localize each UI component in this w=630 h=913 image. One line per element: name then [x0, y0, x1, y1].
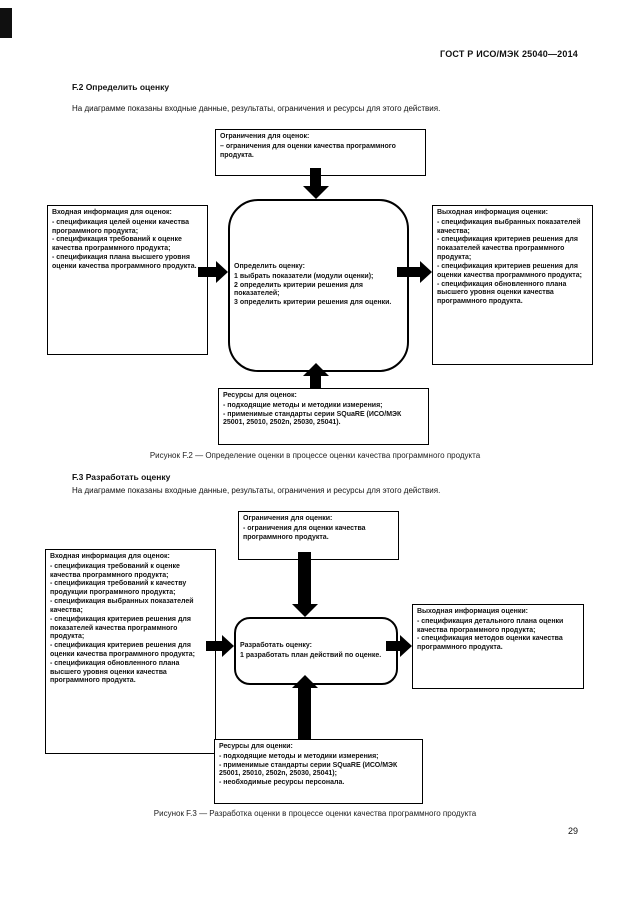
section-f3-intro: На диаграмме показаны входные данные, результаты, ограничения и ресурсы для этого действия. [72, 486, 441, 495]
box-items: - спецификация выбранных показателей качества; - спецификация критериев решения для показателей качества программного продукта; - спецификация критериев решения для оценки качества программного продукта; - спецификация обновленного плана высшего уровня оценки качества программного продукта. [437, 218, 582, 306]
resources-arrow [290, 675, 319, 739]
arrow-head-down-icon [303, 186, 329, 199]
arrow-head-up-icon [303, 363, 329, 376]
activity-box [228, 199, 409, 372]
outputs-arrow [386, 635, 412, 657]
arrow-head-right-icon [222, 635, 234, 657]
arrow-shaft [298, 688, 311, 739]
inputs-arrow [206, 635, 234, 657]
arrow-shaft [310, 376, 321, 388]
resources-box [218, 388, 429, 445]
box-title: Определить оценку: [234, 262, 305, 270]
box-title: Разработать оценку: [240, 641, 312, 649]
arrow-head-right-icon [420, 261, 432, 283]
section-f2-intro: На диаграмме показаны входные данные, результаты, ограничения и ресурсы для этого действия. [72, 104, 441, 113]
arrow-shaft [206, 641, 222, 651]
box-items: - подходящие методы и методики измерения; - применимые стандарты серии SQuaRE (ИСО/МЭК 25001, 25010, 2502n, 25030, 25041); - необходимые ресурсы персонала. [219, 752, 398, 787]
box-title: Входная информация для оценок: [52, 209, 172, 216]
box-title: Ресурсы для оценок: [223, 392, 297, 399]
figure-f3-caption: Рисунок F.3 — Разработка оценки в процессе оценки качества программного продукта [153, 809, 477, 818]
box-items: - ограничения для оценки качества программного продукта. [243, 524, 366, 541]
box-title: Входная информация для оценок: [50, 553, 170, 560]
constraints-arrow [302, 168, 329, 199]
resources-box [214, 739, 423, 804]
arrow-head-right-icon [216, 261, 228, 283]
arrow-shaft [298, 552, 311, 604]
box-items: 1 выбрать показатели (модули оценки); 2 определить критерии решения для показателей; 3 определить критерии решения для оценки. [234, 272, 392, 307]
box-title: Ограничения для оценок: [220, 133, 310, 140]
figure-f2-caption: Рисунок F.2 — Определение оценки в процессе оценки качества программного продукта [149, 451, 481, 460]
box-title: Выходная информация оценки: [417, 608, 529, 615]
box-items: - подходящие методы и методики измерения; - применимые стандарты серии SQuaRE (ИСО/МЭК 25001, 25010, 2502n, 25030, 25041). [223, 401, 402, 427]
outputs-box [412, 604, 584, 689]
inputs-box [47, 205, 208, 355]
outputs-arrow [397, 261, 432, 283]
inputs-arrow [198, 261, 228, 283]
box-items: 1 разработать план действий по оценке. [240, 651, 382, 659]
arrow-shaft [397, 267, 420, 277]
resources-arrow [302, 363, 329, 388]
arrow-shaft [310, 168, 321, 186]
arrow-shaft [386, 641, 400, 651]
box-items: – ограничения для оценки качества программного продукта. [220, 142, 396, 159]
outputs-box [432, 205, 593, 365]
section-f3-heading: F.3 Разработать оценку [72, 472, 171, 482]
arrow-head-up-icon [292, 675, 318, 688]
page-number: 29 [567, 826, 578, 836]
box-title: Ограничения для оценки: [243, 515, 333, 522]
box-items: - спецификация целей оценки качества программного продукта; - спецификация требований к оценке качества программного продукта; - спецификация плана высшего уровня оценки качества программного продукта. [52, 218, 197, 270]
arrow-head-down-icon [292, 604, 318, 617]
inputs-box [45, 549, 216, 754]
arrow-shaft [198, 267, 216, 277]
box-items: - спецификация детального плана оценки качества программного продукта; - спецификация методов оценки качества программного продукта. [417, 617, 564, 652]
scan-artifact [0, 8, 12, 38]
section-f2-heading: F.2 Определить оценку [72, 82, 170, 92]
box-title: Ресурсы для оценки: [219, 743, 293, 750]
arrow-head-right-icon [400, 635, 412, 657]
constraints-arrow [290, 552, 319, 617]
doc-header: ГОСТ Р ИСО/МЭК 25040—2014 [440, 49, 578, 59]
box-items: - спецификация требований к оценке качества программного продукта; - спецификация требований к качеству продукции программного продукта; - спецификация выбранных показателей качества; - спецификация критериев решения для показателей качества программного продукта; - спецификация критериев решения для оценки качества программного продукта; - спецификация обновленного плана высшего уровня оценки качества программного продукта. [50, 562, 195, 685]
box-title: Выходная информация оценки: [437, 209, 549, 216]
